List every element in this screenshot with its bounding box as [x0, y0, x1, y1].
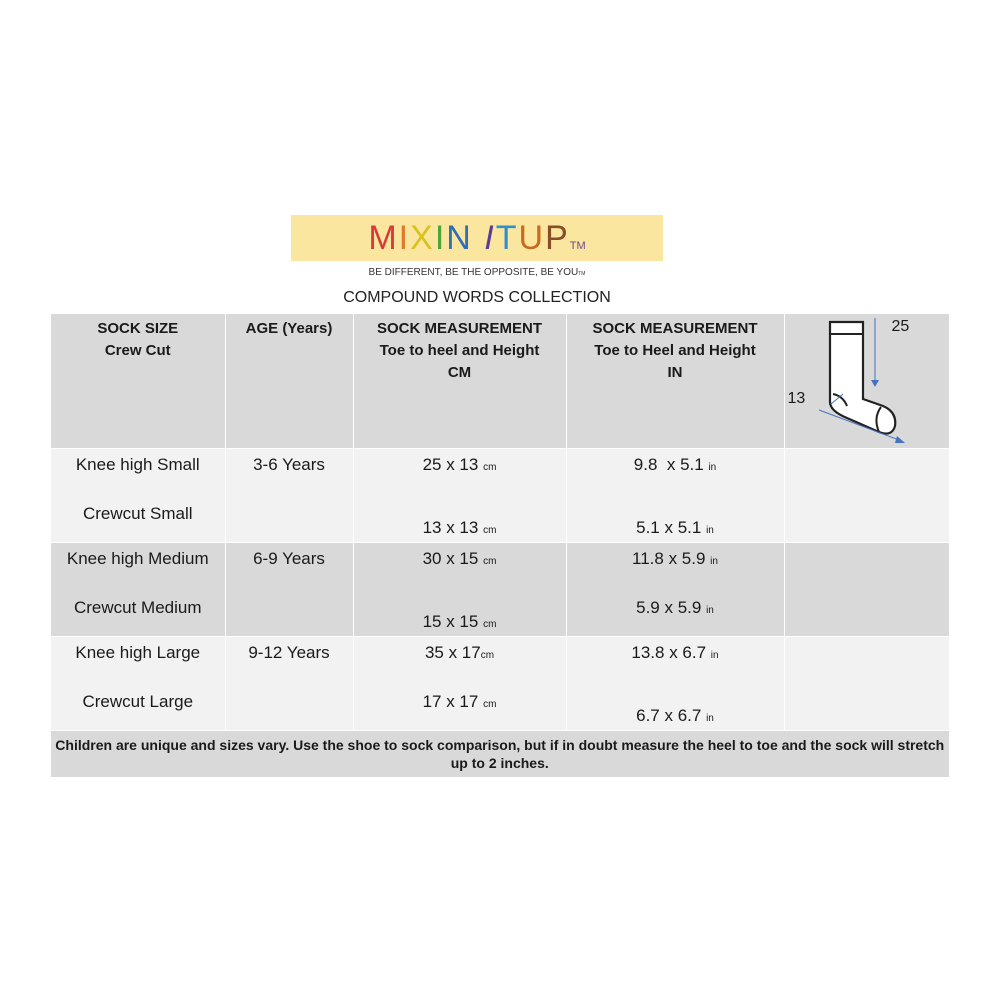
cm-value-text: 30 x 15 [422, 549, 479, 568]
brand-tagline [291, 267, 663, 278]
footer-note: Children are unique and sizes vary. Use the shoe to sock comparison, but if in doubt measure the heel to toe and the sock will stretch up to 2 inches. [51, 731, 949, 778]
cell-cm [353, 637, 566, 731]
in-value [567, 455, 784, 475]
cm-value-text: 35 x 17 [424, 643, 481, 662]
cm-value-text: 13 x 13 [422, 518, 479, 537]
in-value-text: 11.8 x 5.9 [632, 549, 706, 568]
diagram-length-label: 13 [787, 390, 806, 407]
sock-diagram [785, 314, 949, 448]
unit-label: in [706, 605, 714, 616]
cell-cm [353, 543, 566, 637]
brand-letter: X [410, 219, 435, 257]
cm-value [354, 692, 566, 712]
table-header-row [51, 314, 949, 449]
size-label: Crewcut Medium [73, 598, 202, 617]
collection-title: COMPOUND WORDS COLLECTION [343, 289, 611, 306]
brand-letter: M [368, 219, 399, 257]
in-value-text: 13.8 x 6.7 [631, 643, 707, 662]
cm-value [354, 643, 566, 663]
cm-value-text: 17 x 17 [422, 692, 479, 711]
header-line: Crew Cut [104, 342, 171, 359]
unit-label: in [710, 650, 719, 661]
header-line: Toe to heel and Height [379, 342, 540, 359]
unit-label: in [706, 525, 714, 536]
in-value-text: 5.1 x 5.1 [636, 518, 702, 537]
table-footer-row [51, 731, 949, 778]
table-row [51, 449, 949, 543]
cm-value [354, 549, 566, 569]
brand-letter [473, 219, 484, 257]
cell-age [225, 637, 353, 731]
age-value: 6-9 Years [253, 549, 325, 568]
size-label: Knee high Large [75, 643, 201, 662]
cell-age [225, 449, 353, 543]
size-label: Knee high Medium [66, 549, 209, 568]
cell-in [566, 637, 784, 731]
in-value [567, 549, 784, 569]
in-value [567, 706, 784, 726]
unit-label: in [708, 462, 717, 473]
unit-label: cm [483, 699, 497, 710]
tagline-text: BE DIFFERENT, BE THE OPPOSITE, BE YOU [368, 267, 579, 278]
unit-label: in [706, 713, 714, 724]
in-value-text: 5.9 x 5.9 [636, 598, 702, 617]
unit-label: cm [480, 650, 495, 661]
header-measurement-cm [353, 314, 566, 449]
header-sock-diagram [784, 314, 949, 449]
in-value-text: 9.8 x 5.1 [633, 455, 704, 474]
cell-age [225, 543, 353, 637]
header-sock-size [51, 314, 225, 449]
cell-size [51, 449, 225, 543]
header-measurement-in [566, 314, 784, 449]
brand-logo-banner [291, 215, 663, 261]
cell-in [566, 543, 784, 637]
unit-label: cm [483, 462, 497, 473]
header-line: SOCK MEASUREMENT [592, 320, 758, 337]
cell-size [51, 543, 225, 637]
sock-icon [785, 314, 950, 448]
size-label: Knee high Small [75, 455, 200, 474]
unit-label: cm [483, 556, 497, 567]
header-line: IN [667, 364, 683, 381]
brand-letter: I [434, 219, 447, 257]
unit-label: cm [483, 525, 497, 536]
unit-label: cm [483, 619, 497, 630]
cell-cm [353, 449, 566, 543]
table-row [51, 637, 949, 731]
brand-letter: T [495, 219, 519, 257]
brand-letter: P [545, 219, 570, 257]
cell-blank [784, 449, 949, 543]
header-line: Toe to Heel and Height [594, 342, 756, 359]
brand-letter: N [446, 219, 473, 257]
header-line: SOCK SIZE [97, 320, 179, 337]
cm-value [354, 612, 566, 632]
age-value: 3-6 Years [253, 455, 325, 474]
tagline-trademark: TM [578, 271, 586, 277]
header-line: SOCK MEASUREMENT [376, 320, 542, 337]
size-label: Crewcut Small [82, 504, 193, 523]
unit-label: in [710, 556, 718, 567]
brand-letter: I [484, 219, 496, 257]
diagram-height-label: 25 [891, 318, 910, 335]
header-age [225, 314, 353, 449]
in-value-text: 6.7 x 6.7 [636, 706, 702, 725]
trademark-mark: TM [569, 240, 586, 252]
brand-letter: U [518, 219, 546, 257]
table-row [51, 543, 949, 637]
cell-blank [784, 637, 949, 731]
in-value [567, 518, 784, 538]
cm-value-text: 25 x 13 [422, 455, 479, 474]
header-line: CM [447, 364, 472, 381]
brand-letter: I [398, 219, 411, 257]
brand-logo [368, 221, 585, 255]
cell-size [51, 637, 225, 731]
in-value [567, 643, 784, 663]
in-value [567, 598, 784, 618]
cm-value [354, 455, 566, 475]
size-label: Crewcut Large [82, 692, 194, 711]
cell-blank [784, 543, 949, 637]
size-chart-table [51, 314, 950, 778]
header-line: AGE (Years) [245, 320, 333, 337]
cm-value [354, 518, 566, 538]
cm-value-text: 15 x 15 [422, 612, 479, 631]
age-value: 9-12 Years [248, 643, 330, 662]
cell-in [566, 449, 784, 543]
